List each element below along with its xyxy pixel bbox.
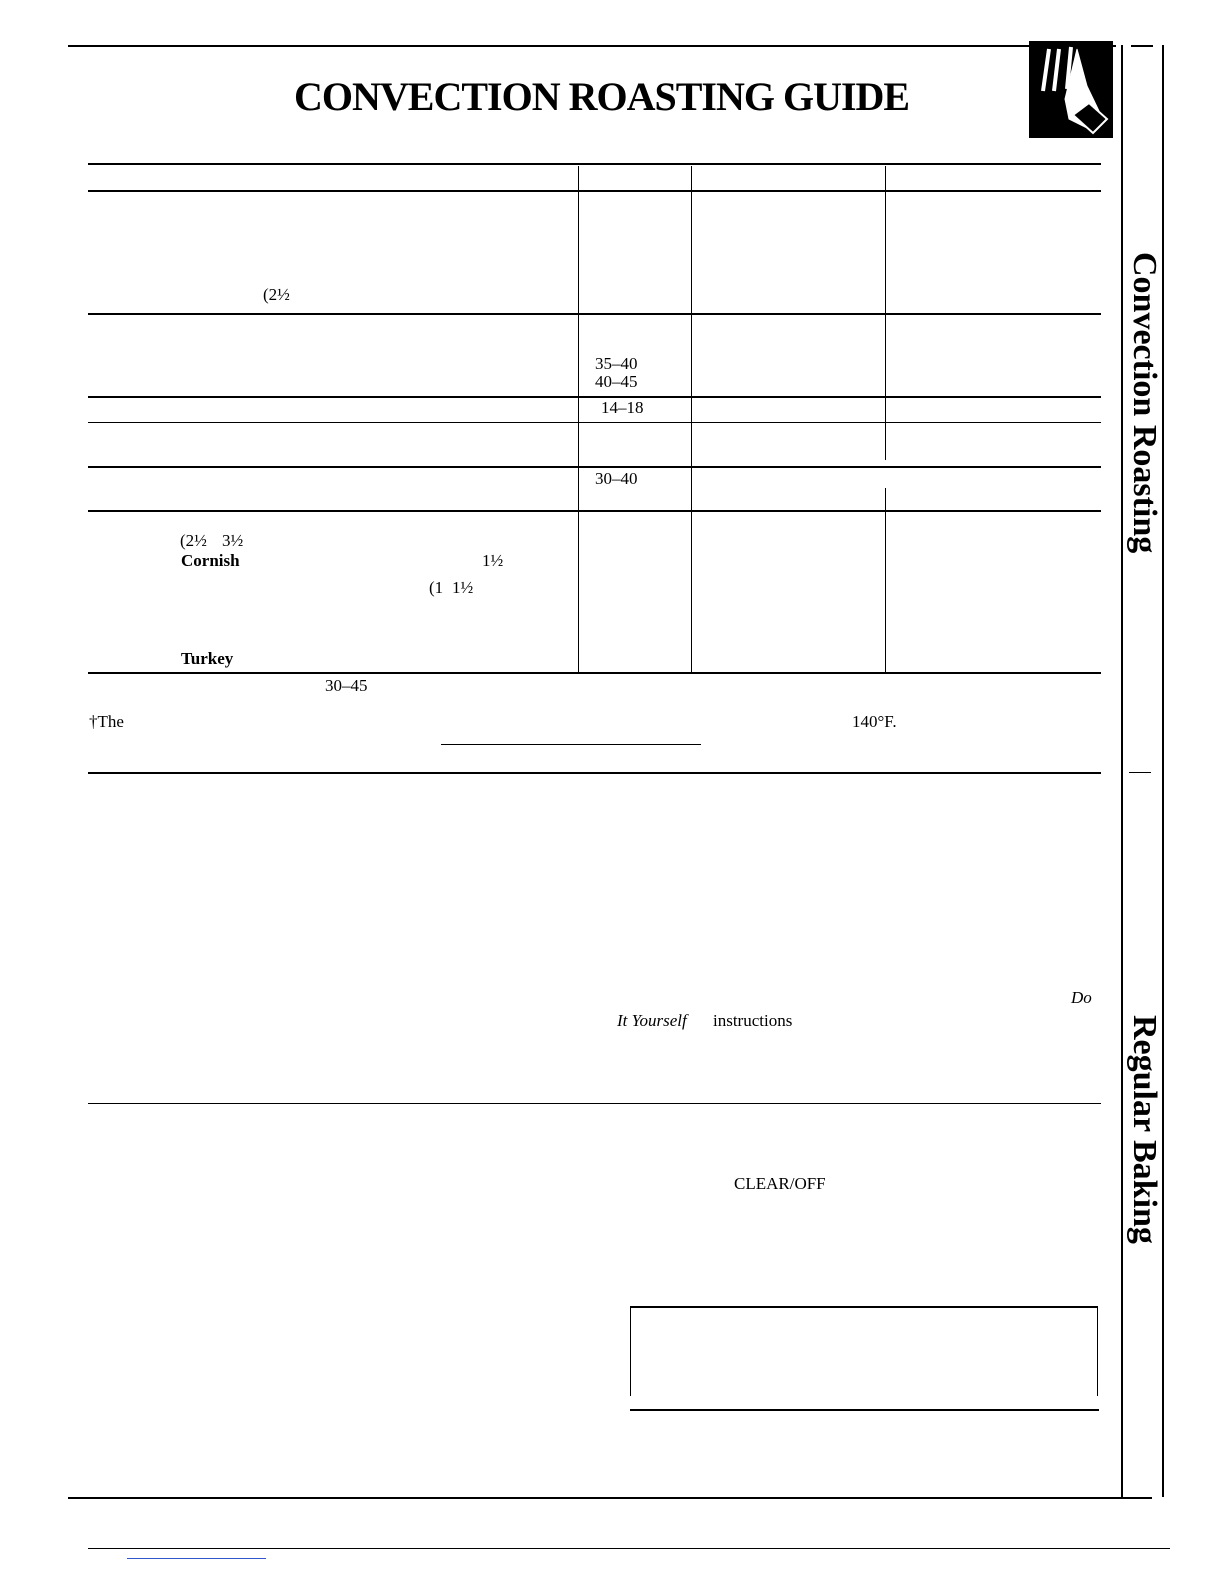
body-it-yourself: It Yourself [617, 1011, 687, 1030]
table-rule-1 [88, 313, 1101, 315]
body-instructions: instructions [713, 1011, 793, 1030]
top-rule-right [1131, 45, 1153, 47]
footer-link-underline [127, 1558, 266, 1559]
table-rule-2 [88, 396, 1101, 398]
body-do-fragment: Do [1071, 988, 1092, 1007]
table-cell-fragment: Turkey [181, 649, 234, 668]
table-cell-fragment: 30–40 [595, 469, 638, 488]
table-cell-fragment: Cornish [181, 551, 240, 570]
table-rule-3 [88, 422, 1101, 423]
table-rule-5 [88, 510, 1101, 512]
table-cell-fragment: 14–18 [601, 398, 644, 417]
section-rule-2 [88, 1103, 1101, 1104]
side-tick-1 [1129, 772, 1151, 773]
table-cell-fragment: 40–45 [595, 372, 638, 391]
hand-pressing-pad-icon [1029, 41, 1113, 138]
footnote-dagger: †The [89, 712, 124, 731]
table-rule-header-bottom [88, 190, 1101, 192]
note-box-right [1097, 1306, 1098, 1396]
table-cell-fragment: 1½ [452, 578, 474, 597]
table-rule-4 [88, 466, 1101, 468]
table-col-rule-3b [885, 488, 886, 672]
table-cell-fragment: 3½ [222, 531, 244, 550]
top-rule [68, 45, 1116, 47]
footnote-temperature: 140°F. [852, 712, 897, 731]
section-rule-1 [88, 772, 1101, 774]
page-title: CONVECTION ROASTING GUIDE [294, 74, 910, 119]
table-cell-fragment: (1 [429, 578, 444, 597]
side-tab-convection-roasting: Convection Roasting [1126, 252, 1163, 554]
table-cell-fragment: (2½ [180, 531, 207, 550]
note-box-bottom-rule [630, 1409, 1099, 1411]
table-col-rule-2 [691, 166, 692, 672]
table-cell-fragment: 1½ [482, 551, 504, 570]
table-cell-fragment: 35–40 [595, 354, 638, 373]
footer-rule [88, 1548, 1170, 1549]
table-rule-bottom [88, 672, 1101, 674]
table-rule-top [88, 163, 1101, 165]
table-cell-fragment: (2½ [263, 285, 290, 304]
side-tab-regular-baking: Regular Baking [1126, 1015, 1163, 1244]
note-box-top [630, 1306, 1098, 1308]
table-col-rule-1 [578, 166, 579, 672]
body-clear-off: CLEAR/OFF [734, 1174, 826, 1193]
table-col-rule-3a [885, 166, 886, 460]
footnote-time: 30–45 [325, 676, 368, 695]
note-box-left [630, 1306, 631, 1396]
footnote-underline [441, 744, 701, 745]
side-rule-left [1121, 45, 1123, 1497]
bottom-rule [68, 1497, 1152, 1499]
